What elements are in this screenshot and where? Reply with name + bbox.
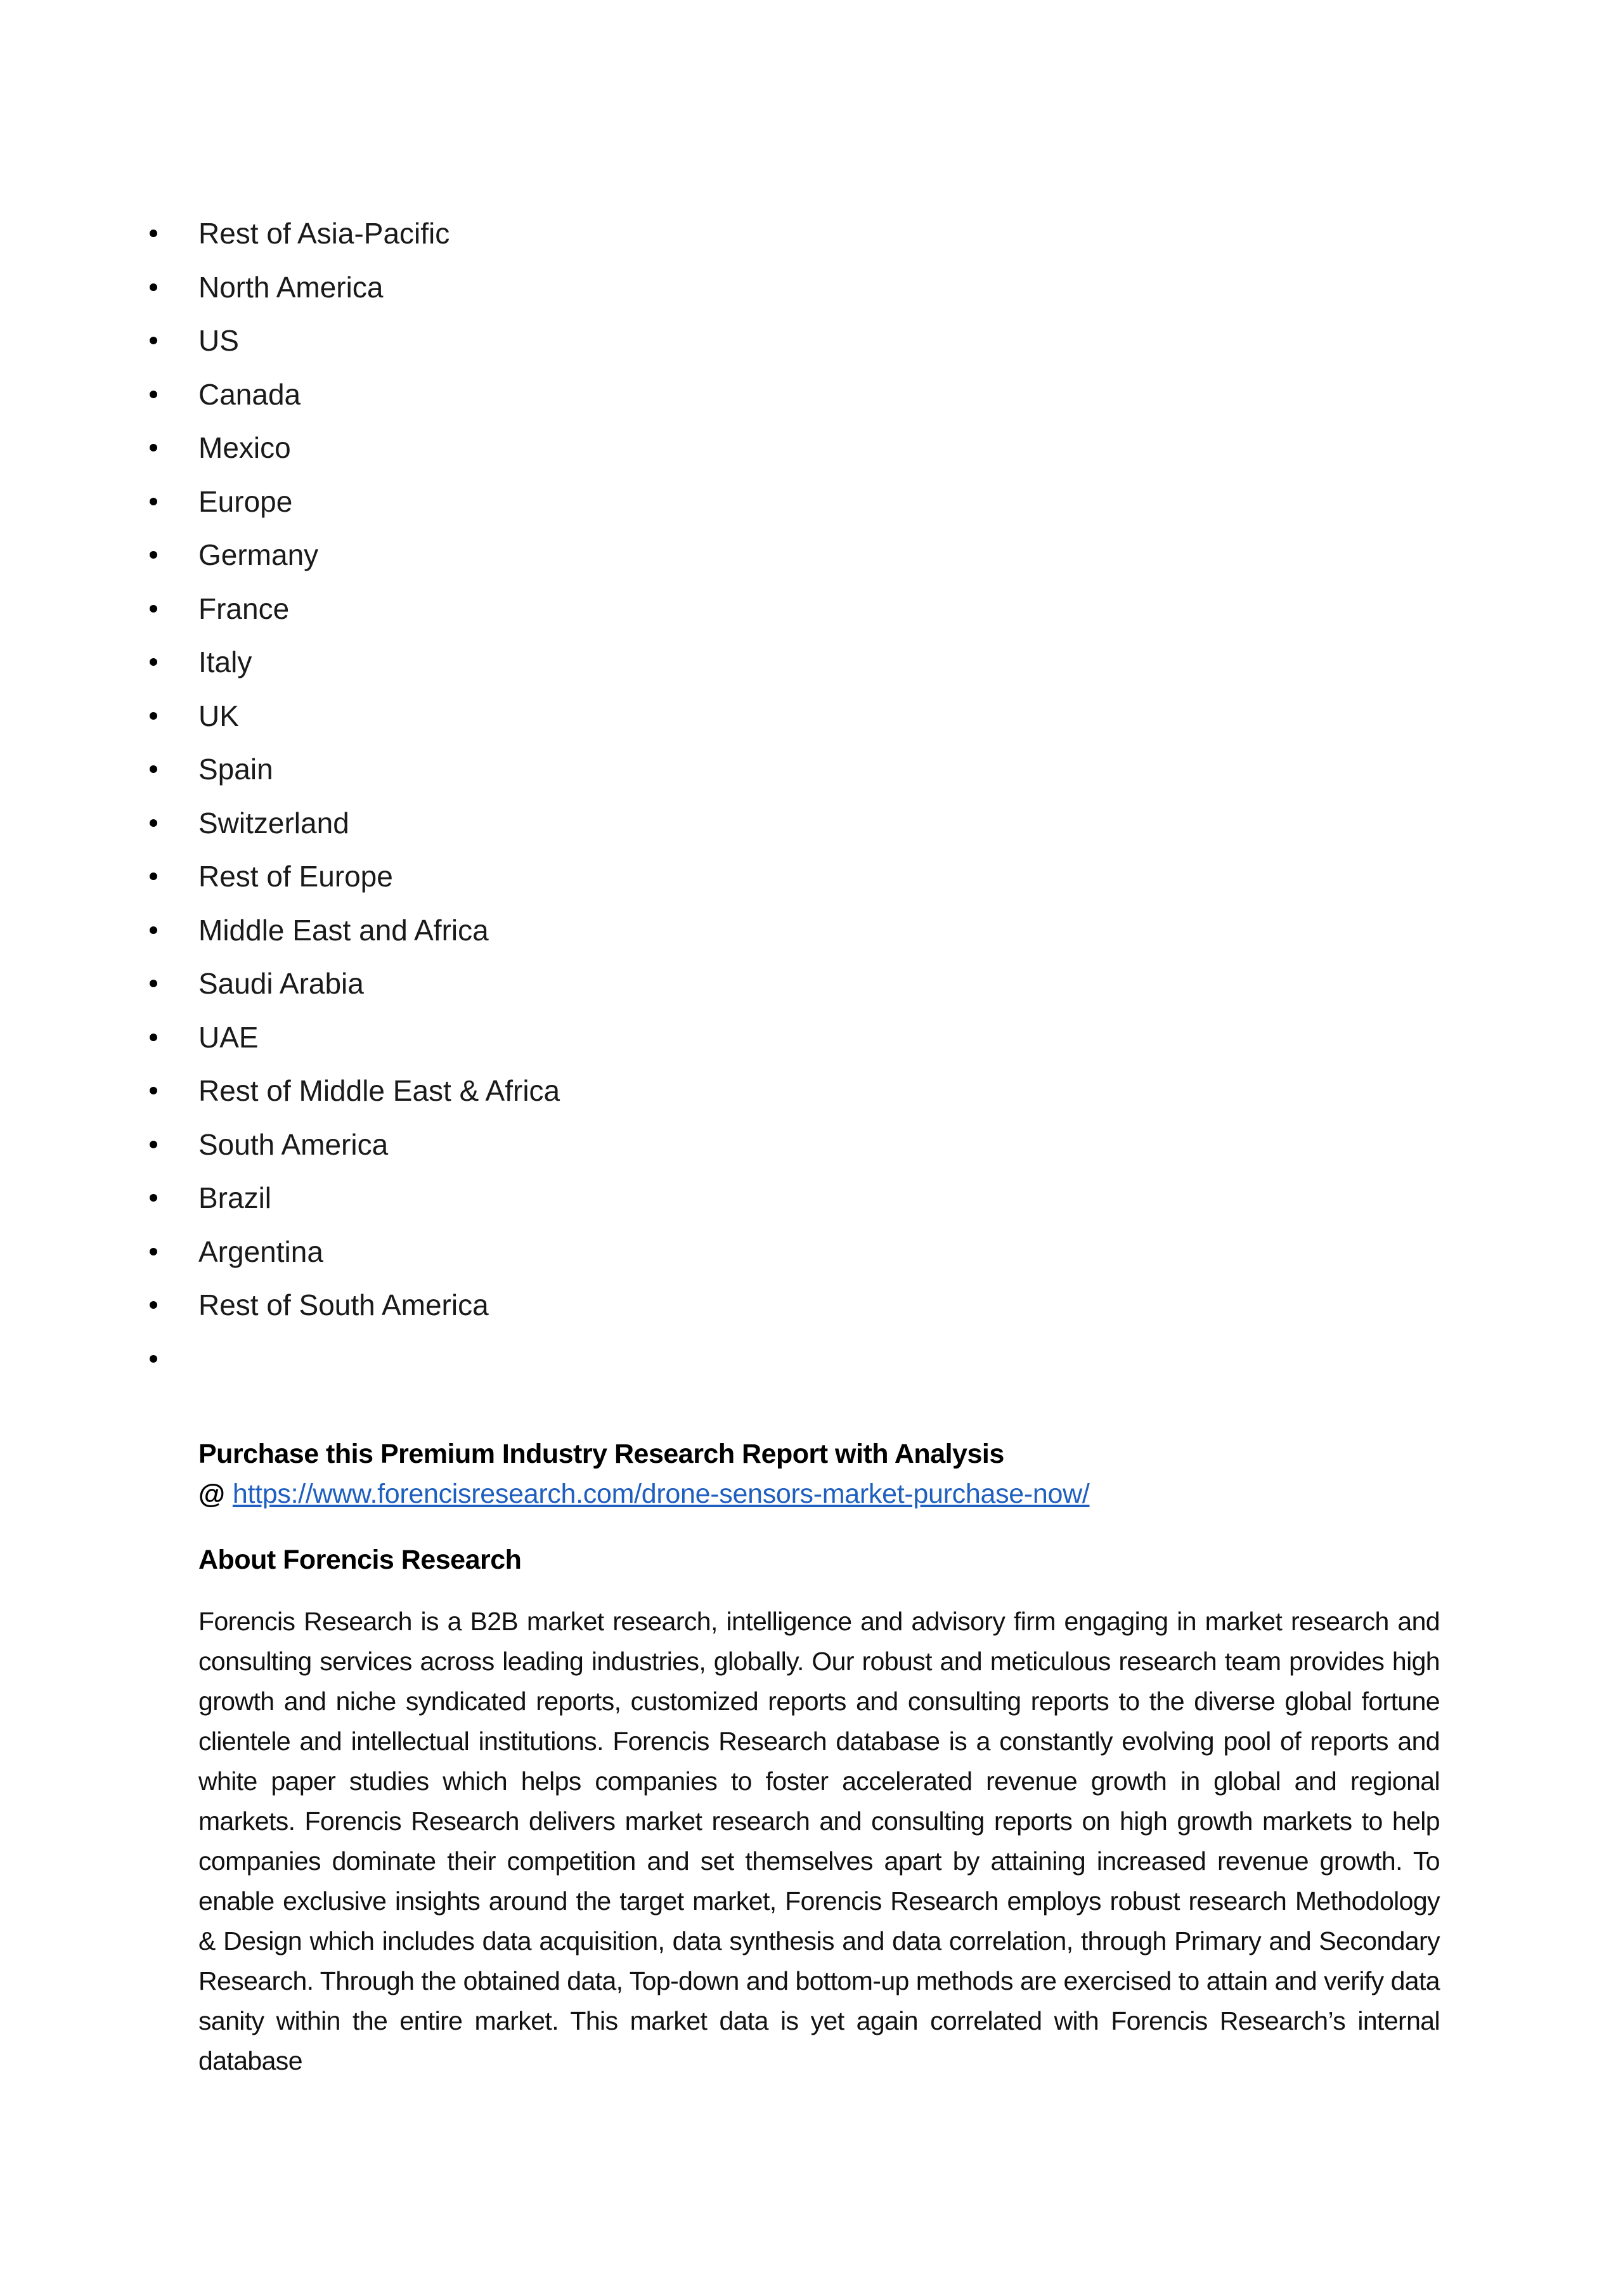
list-item	[0, 1118, 1623, 1172]
region-label: Argentina	[198, 1235, 323, 1268]
region-label: Italy	[198, 645, 252, 678]
list-item	[0, 368, 1623, 422]
bullet-icon	[150, 1248, 157, 1255]
region-label: Rest of Europe	[198, 860, 393, 893]
bullet-icon	[150, 337, 157, 344]
list-item	[0, 582, 1623, 636]
region-label: Rest of South America	[198, 1288, 489, 1321]
bullet-icon	[150, 1355, 157, 1363]
region-label: Mexico	[198, 431, 291, 464]
bullet-icon	[150, 712, 157, 720]
list-item	[0, 475, 1623, 529]
at-symbol: @	[198, 1479, 225, 1509]
list-item	[0, 743, 1623, 796]
list-item	[0, 957, 1623, 1011]
purchase-link[interactable]: https://www.forencisresearch.com/drone-sensors-market-purchase-now/	[232, 1479, 1090, 1509]
bullet-icon	[150, 1301, 157, 1309]
region-label: Saudi Arabia	[198, 967, 364, 1000]
bullet-icon	[150, 230, 157, 237]
bullet-icon	[150, 980, 157, 987]
list-item	[0, 796, 1623, 850]
list-item	[0, 528, 1623, 582]
list-item	[0, 689, 1623, 743]
region-label: North America	[198, 270, 384, 304]
purchase-link-line	[198, 1474, 1441, 1514]
list-item	[0, 1064, 1623, 1118]
bullet-icon	[150, 926, 157, 934]
region-label: South America	[198, 1127, 389, 1161]
region-label: Rest of Middle East & Africa	[198, 1074, 560, 1107]
bullet-icon	[150, 498, 157, 505]
bullet-icon	[150, 765, 157, 773]
list-item	[0, 1332, 1623, 1386]
list-item	[0, 850, 1623, 904]
list-item	[0, 904, 1623, 957]
region-label: US	[198, 324, 239, 357]
list-item	[0, 207, 1623, 261]
bullet-icon	[150, 658, 157, 666]
bullet-icon	[150, 1034, 157, 1041]
list-item	[0, 635, 1623, 689]
about-paragraph: Forencis Research is a B2B market research, intelligence and advisory firm engaging in market research and consulting services across leading industries, globally. Our robust and meticulous research team provides high growth and niche syndicated reports, customized reports and consulting reports to the diverse global fortune clientele and intellectual institutions. Forencis Research database is a constantly evolving pool of reports and white paper studies which helps companies to foster accelerated revenue growth in global and regional markets. Forencis Research delivers market research and consulting reports on high growth markets to help companies dominate their competition and set themselves apart by attaining increased revenue growth. To enable exclusive insights around the target market, Forencis Research employs robust research Methodology & Design which includes data acquisition, data synthesis and data correlation, through Primary and Secondary Research. Through the obtained data, Top-down and bottom-up methods are exercised to attain and verify data sanity within the entire market. This market data is yet again correlated with Forencis Research’s internal database	[198, 1607, 1440, 2075]
list-item	[0, 1225, 1623, 1279]
region-list	[0, 207, 1623, 1385]
list-item	[0, 421, 1623, 475]
bullet-icon	[150, 391, 157, 398]
bullet-icon	[150, 1194, 157, 1202]
bullet-icon	[150, 819, 157, 827]
bullet-icon	[150, 1141, 157, 1148]
bullet-icon	[150, 283, 157, 291]
bullet-icon	[150, 872, 157, 880]
purchase-heading: Purchase this Premium Industry Research Report with Analysis	[198, 1439, 1004, 1469]
about-heading: About Forencis Research	[198, 1545, 522, 1575]
purchase-section	[198, 1434, 1441, 1514]
bullet-icon	[150, 551, 157, 559]
bullet-icon	[150, 444, 157, 451]
region-label: Spain	[198, 753, 273, 786]
region-label: Rest of Asia-Pacific	[198, 217, 450, 250]
region-label: Europe	[198, 484, 293, 518]
region-label: UK	[198, 699, 239, 732]
region-label: Germany	[198, 538, 319, 571]
bullet-icon	[150, 605, 157, 613]
list-item	[0, 261, 1623, 315]
list-item	[0, 314, 1623, 368]
list-item	[0, 1171, 1623, 1225]
region-label: Switzerland	[198, 806, 349, 840]
region-label: UAE	[198, 1020, 259, 1054]
region-label: France	[198, 592, 290, 625]
region-label: Middle East and Africa	[198, 913, 489, 947]
bullet-icon	[150, 1087, 157, 1094]
region-label: Canada	[198, 377, 301, 411]
list-item	[0, 1278, 1623, 1332]
list-item	[0, 1011, 1623, 1065]
region-label: Brazil	[198, 1181, 272, 1214]
